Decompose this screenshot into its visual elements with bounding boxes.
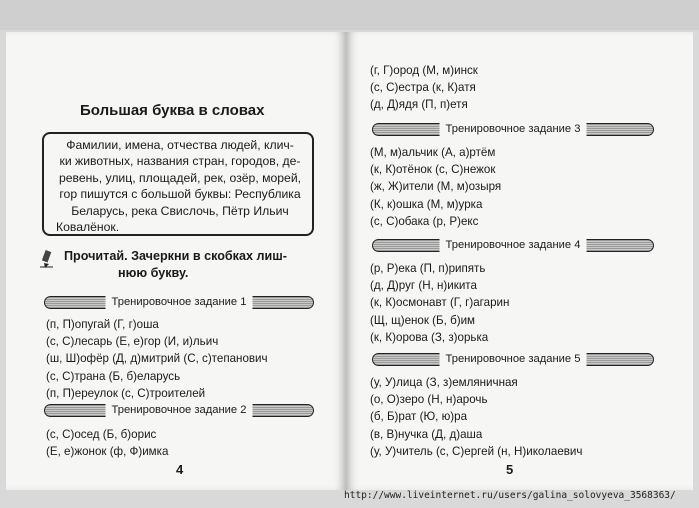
rule-line: Беларусь, река Свислочь, Пётр Ильич <box>71 203 289 218</box>
rule-line: ки животных, названия стран, городов, де- <box>59 154 301 169</box>
task-line: (д, Д)руг (Н, н)икита <box>370 279 477 293</box>
rule-line: гор пишутся с большой буквы: Республика <box>59 187 301 202</box>
task-line: (п, П)опугай (Г, г)оша <box>46 318 159 331</box>
task-4-title: Тренировочное задание 4 <box>440 238 587 252</box>
task-3-lines <box>370 144 501 230</box>
task-line: (г, Г)ород (М, м)инск <box>370 64 478 77</box>
instruction-line: Прочитай. Зачеркни в скобках лиш- <box>64 249 287 263</box>
task-3-title: Тренировочное задание 3 <box>440 122 587 136</box>
task-line: (с, С)естра (к, К)атя <box>370 81 476 95</box>
left-page <box>6 32 346 490</box>
task-line: (о, О)зеро (Н, н)арочь <box>370 393 488 407</box>
task-line: (ш, Ш)офёр (Д, д)митрий (С, с)тепанович <box>46 352 268 366</box>
task-line: (ж, Ж)ители (М, м)озыря <box>370 180 502 194</box>
task-4-lines <box>370 260 509 346</box>
task-1-lines <box>46 316 268 402</box>
task-line: (у, У)читель (с, С)ергей (н, Н)иколаевич <box>370 444 583 458</box>
pencil-icon <box>40 250 54 268</box>
task-2-lines <box>46 426 168 460</box>
rule-line: Фамилии, имена, отчества людей, клич- <box>66 138 294 152</box>
task-line: (к, К)орова (З, з)орька <box>370 330 489 344</box>
task-line: (к, К)отёнок (с, С)нежок <box>370 163 496 177</box>
watermark-url: http://www.liveinternet.ru/users/galina_solovyeva_3568363/ <box>344 490 676 501</box>
task-5-lines <box>370 374 582 460</box>
task-line: (в, В)нучка (Д, д)аша <box>370 427 483 441</box>
task-line: (Е, е)жонок (ф, Ф)имка <box>46 445 169 459</box>
task-instruction <box>64 248 324 282</box>
task-line: (д, Д)ядя (П, п)етя <box>370 98 468 112</box>
task-line: (М, м)альчик (А, а)ртём <box>370 146 496 159</box>
task-line: (п, П)ереулок (с, С)троителей <box>46 386 206 400</box>
task-1-header <box>44 296 314 309</box>
task-line: (Щ, щ)енок (Б, б)им <box>370 313 476 327</box>
task-5-header <box>372 353 654 366</box>
page-number-right: 5 <box>506 462 514 477</box>
task-line: (с, С)лесарь (Е, е)гор (И, и)льич <box>46 335 219 349</box>
task-line: (б, Б)рат (Ю, ю)ра <box>370 410 468 424</box>
task-1-title: Тренировочное задание 1 <box>106 295 253 309</box>
task-4-header <box>372 239 654 252</box>
task-line: (р, Р)ека (П, п)рипять <box>370 262 486 275</box>
task-line: (с, С)трана (Б, б)еларусь <box>46 369 181 383</box>
task-line: (к, К)осмонавт (Г, г)агарин <box>370 296 510 310</box>
page-number-left: 4 <box>176 462 184 477</box>
instruction-line: нюю букву. <box>118 266 189 280</box>
rule-line: ревень, улиц, площадей, рек, озёр, морей, <box>58 170 302 185</box>
rule-line: Ковалёнок. <box>56 220 120 235</box>
task-3-header <box>372 123 654 136</box>
task-5-title: Тренировочное задание 5 <box>440 352 587 366</box>
task-line: (с, С)обака (р, Р)екс <box>370 214 479 228</box>
task-line: (К, к)ошка (М, м)урка <box>370 197 483 211</box>
scan-background <box>0 0 699 30</box>
task-line: (с, С)осед (Б, б)орис <box>46 428 157 441</box>
task-line: (у, У)лица (З, з)емляничная <box>370 376 518 389</box>
top-lines <box>370 62 478 114</box>
task-2-title: Тренировочное задание 2 <box>106 403 253 417</box>
task-2-header <box>44 404 314 417</box>
right-page <box>346 32 693 490</box>
rule-box <box>42 132 314 236</box>
section-title: Большая буква в словах <box>80 102 265 119</box>
